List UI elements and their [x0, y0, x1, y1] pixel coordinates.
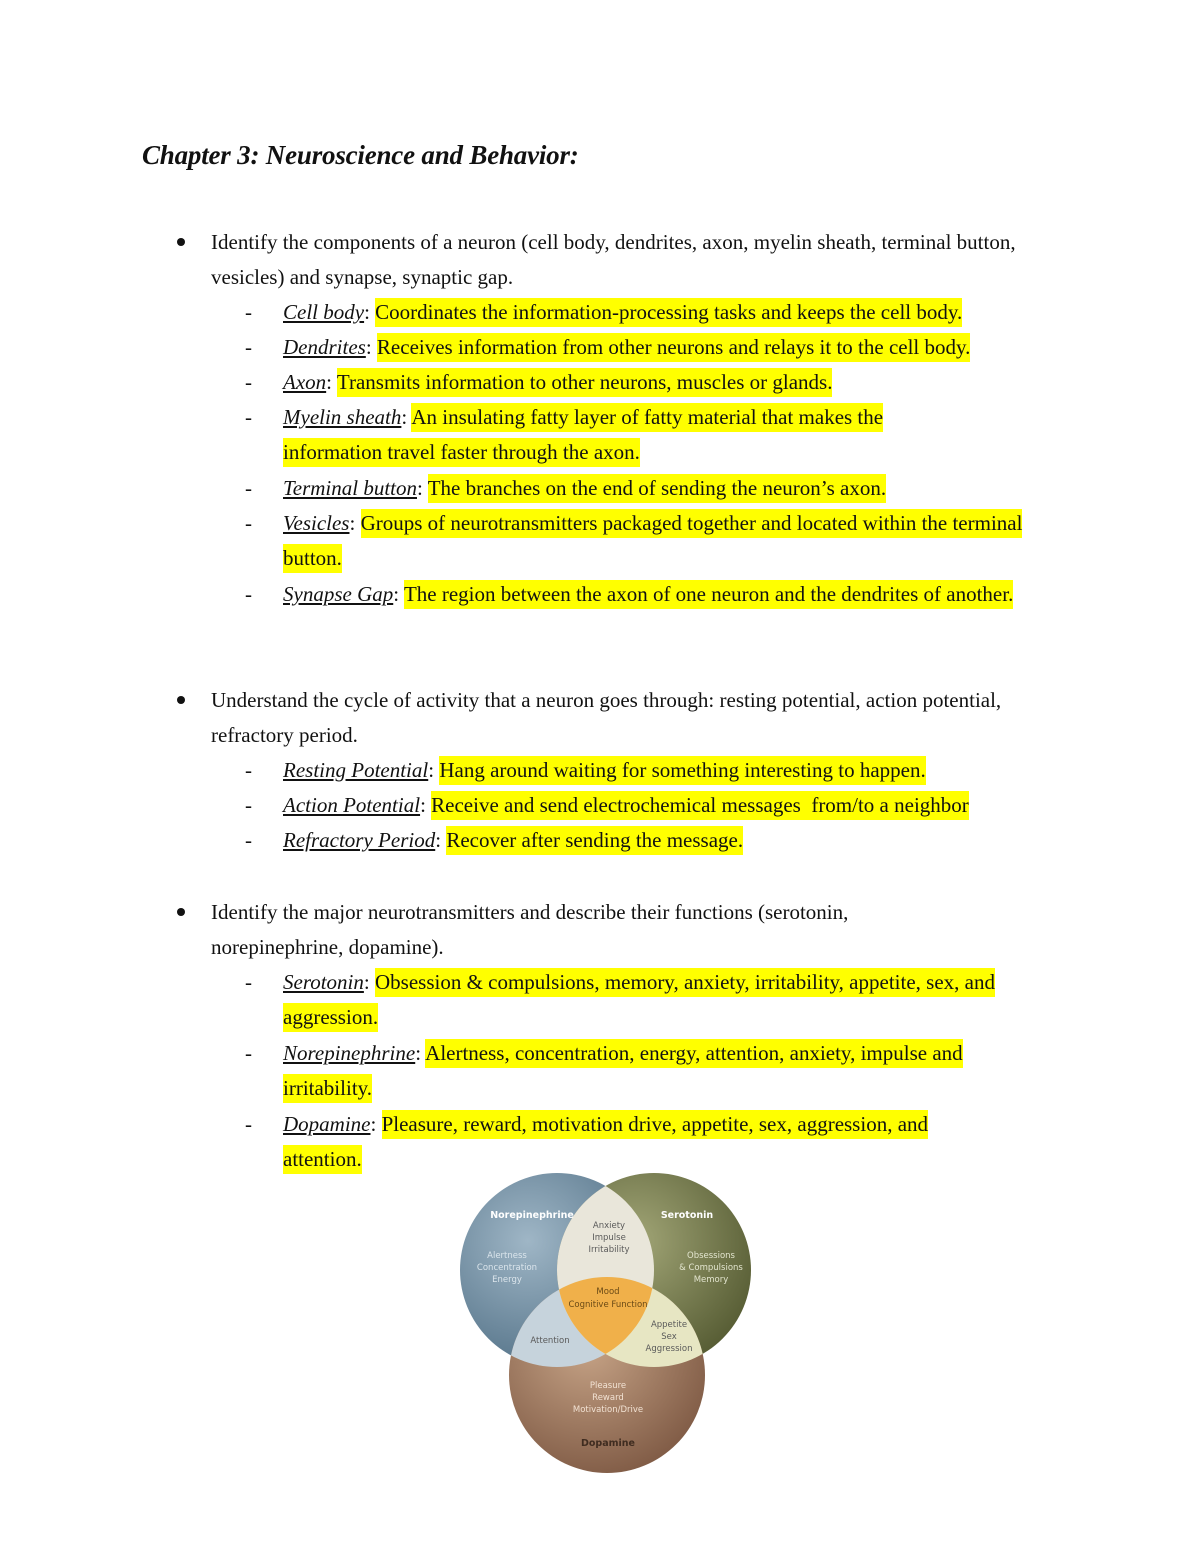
dopamine-line: Motivation/Drive: [572, 1405, 644, 1415]
term: Dopamine: [283, 1112, 371, 1136]
bullet-icon: [177, 696, 185, 704]
definition: Hang around waiting for something interesting to happen.: [439, 756, 925, 785]
overlap-ser-dop-line: Appetite: [650, 1320, 688, 1330]
dopamine-line: Reward: [592, 1393, 624, 1403]
dash-marker: -: [245, 300, 252, 324]
page-title: Chapter 3: Neuroscience and Behavior:: [142, 140, 579, 170]
serotonin-label: Serotonin: [660, 1210, 714, 1221]
definition: Obsession & compulsions, memory, anxiety, irritability, appetite, sex, and aggression.: [283, 968, 995, 1032]
serotonin-line: Obsessions: [687, 1251, 735, 1261]
bullet-icon: [177, 908, 185, 916]
definition: The branches on the end of sending the neuron’s axon.: [428, 474, 886, 503]
neurotransmitter-venn-diagram: [455, 1170, 760, 1475]
dash-marker: -: [245, 335, 252, 359]
definition: Groups of neurotransmitters packaged together and located within the terminal button.: [283, 509, 1022, 573]
dash-marker: -: [245, 758, 252, 782]
norepinephrine-line: Energy: [492, 1275, 522, 1285]
term: Vesicles: [283, 511, 350, 535]
term: Norepinephrine: [283, 1041, 416, 1065]
overlap-ne-ser-line: Impulse: [592, 1233, 626, 1243]
term: Axon: [283, 370, 327, 394]
term: Myelin sheath: [283, 405, 402, 429]
definition: Receive and send electrochemical messages from/to a neighbor: [431, 791, 969, 820]
overlap-center-line: Mood: [596, 1287, 620, 1297]
overlap-ne-ser-line: Anxiety: [592, 1221, 626, 1231]
definition: An insulating fatty layer of fatty material that makes the information travel faster through the axon.: [283, 403, 883, 467]
definition: Pleasure, reward, motivation drive, appetite, sex, aggression, and attention.: [283, 1110, 928, 1174]
definition: Coordinates the information-processing tasks and keeps the cell body.: [375, 298, 962, 327]
term: Terminal button: [283, 476, 417, 500]
dash-marker: -: [245, 405, 252, 429]
dash-marker: -: [245, 1112, 252, 1136]
dopamine-label: Dopamine: [581, 1438, 635, 1449]
section-question: Identify the major neurotransmitters and describe their functions (serotonin, norepinephrine, dopamine).: [211, 900, 849, 960]
serotonin-line: & Compulsions: [679, 1263, 743, 1273]
dash-marker: -: [245, 582, 252, 606]
norepinephrine-line: Concentration: [476, 1263, 538, 1273]
overlap-ser-dop-line: Aggression: [645, 1344, 693, 1354]
norepinephrine-label: Norepinephrine: [490, 1210, 574, 1221]
dash-marker: -: [245, 793, 252, 817]
bullet-icon: [177, 238, 185, 246]
overlap-ser-dop-line: Sex: [661, 1332, 677, 1342]
term: Dendrites: [283, 335, 366, 359]
section-question: Identify the components of a neuron (cell body, dendrites, axon, myelin sheath, terminal button, vesicles) and synapse, synaptic gap.: [211, 230, 1016, 290]
term: Cell body: [283, 300, 365, 324]
term: Refractory Period: [283, 828, 436, 852]
definition: Transmits information to other neurons, muscles or glands.: [337, 368, 833, 397]
term: Serotonin: [283, 970, 364, 994]
overlap-ne-ser-line: Irritability: [588, 1245, 630, 1255]
dash-marker: -: [245, 828, 252, 852]
overlap-center-line: Cognitive Function: [568, 1300, 648, 1310]
term: Resting Potential: [283, 758, 429, 782]
dash-marker: -: [245, 476, 252, 500]
dash-marker: -: [245, 511, 252, 535]
definition: The region between the axon of one neuron and the dendrites of another.: [404, 580, 1013, 609]
section-question: Understand the cycle of activity that a neuron goes through: resting potential, action potential, refractory period.: [211, 688, 1002, 748]
definition: Receives information from other neurons and relays it to the cell body.: [377, 333, 970, 362]
dash-marker: -: [245, 1041, 252, 1065]
norepinephrine-line: Alertness: [487, 1251, 527, 1261]
dopamine-line: Pleasure: [589, 1381, 627, 1391]
dash-marker: -: [245, 370, 252, 394]
serotonin-line: Memory: [693, 1275, 729, 1285]
definition: Alertness, concentration, energy, attention, anxiety, impulse and irritability.: [283, 1039, 963, 1103]
dash-marker: -: [245, 970, 252, 994]
term: Synapse Gap: [283, 582, 394, 606]
term: Action Potential: [283, 793, 421, 817]
overlap-ne-dop-line: Attention: [530, 1336, 570, 1346]
definition: Recover after sending the message.: [446, 826, 743, 855]
